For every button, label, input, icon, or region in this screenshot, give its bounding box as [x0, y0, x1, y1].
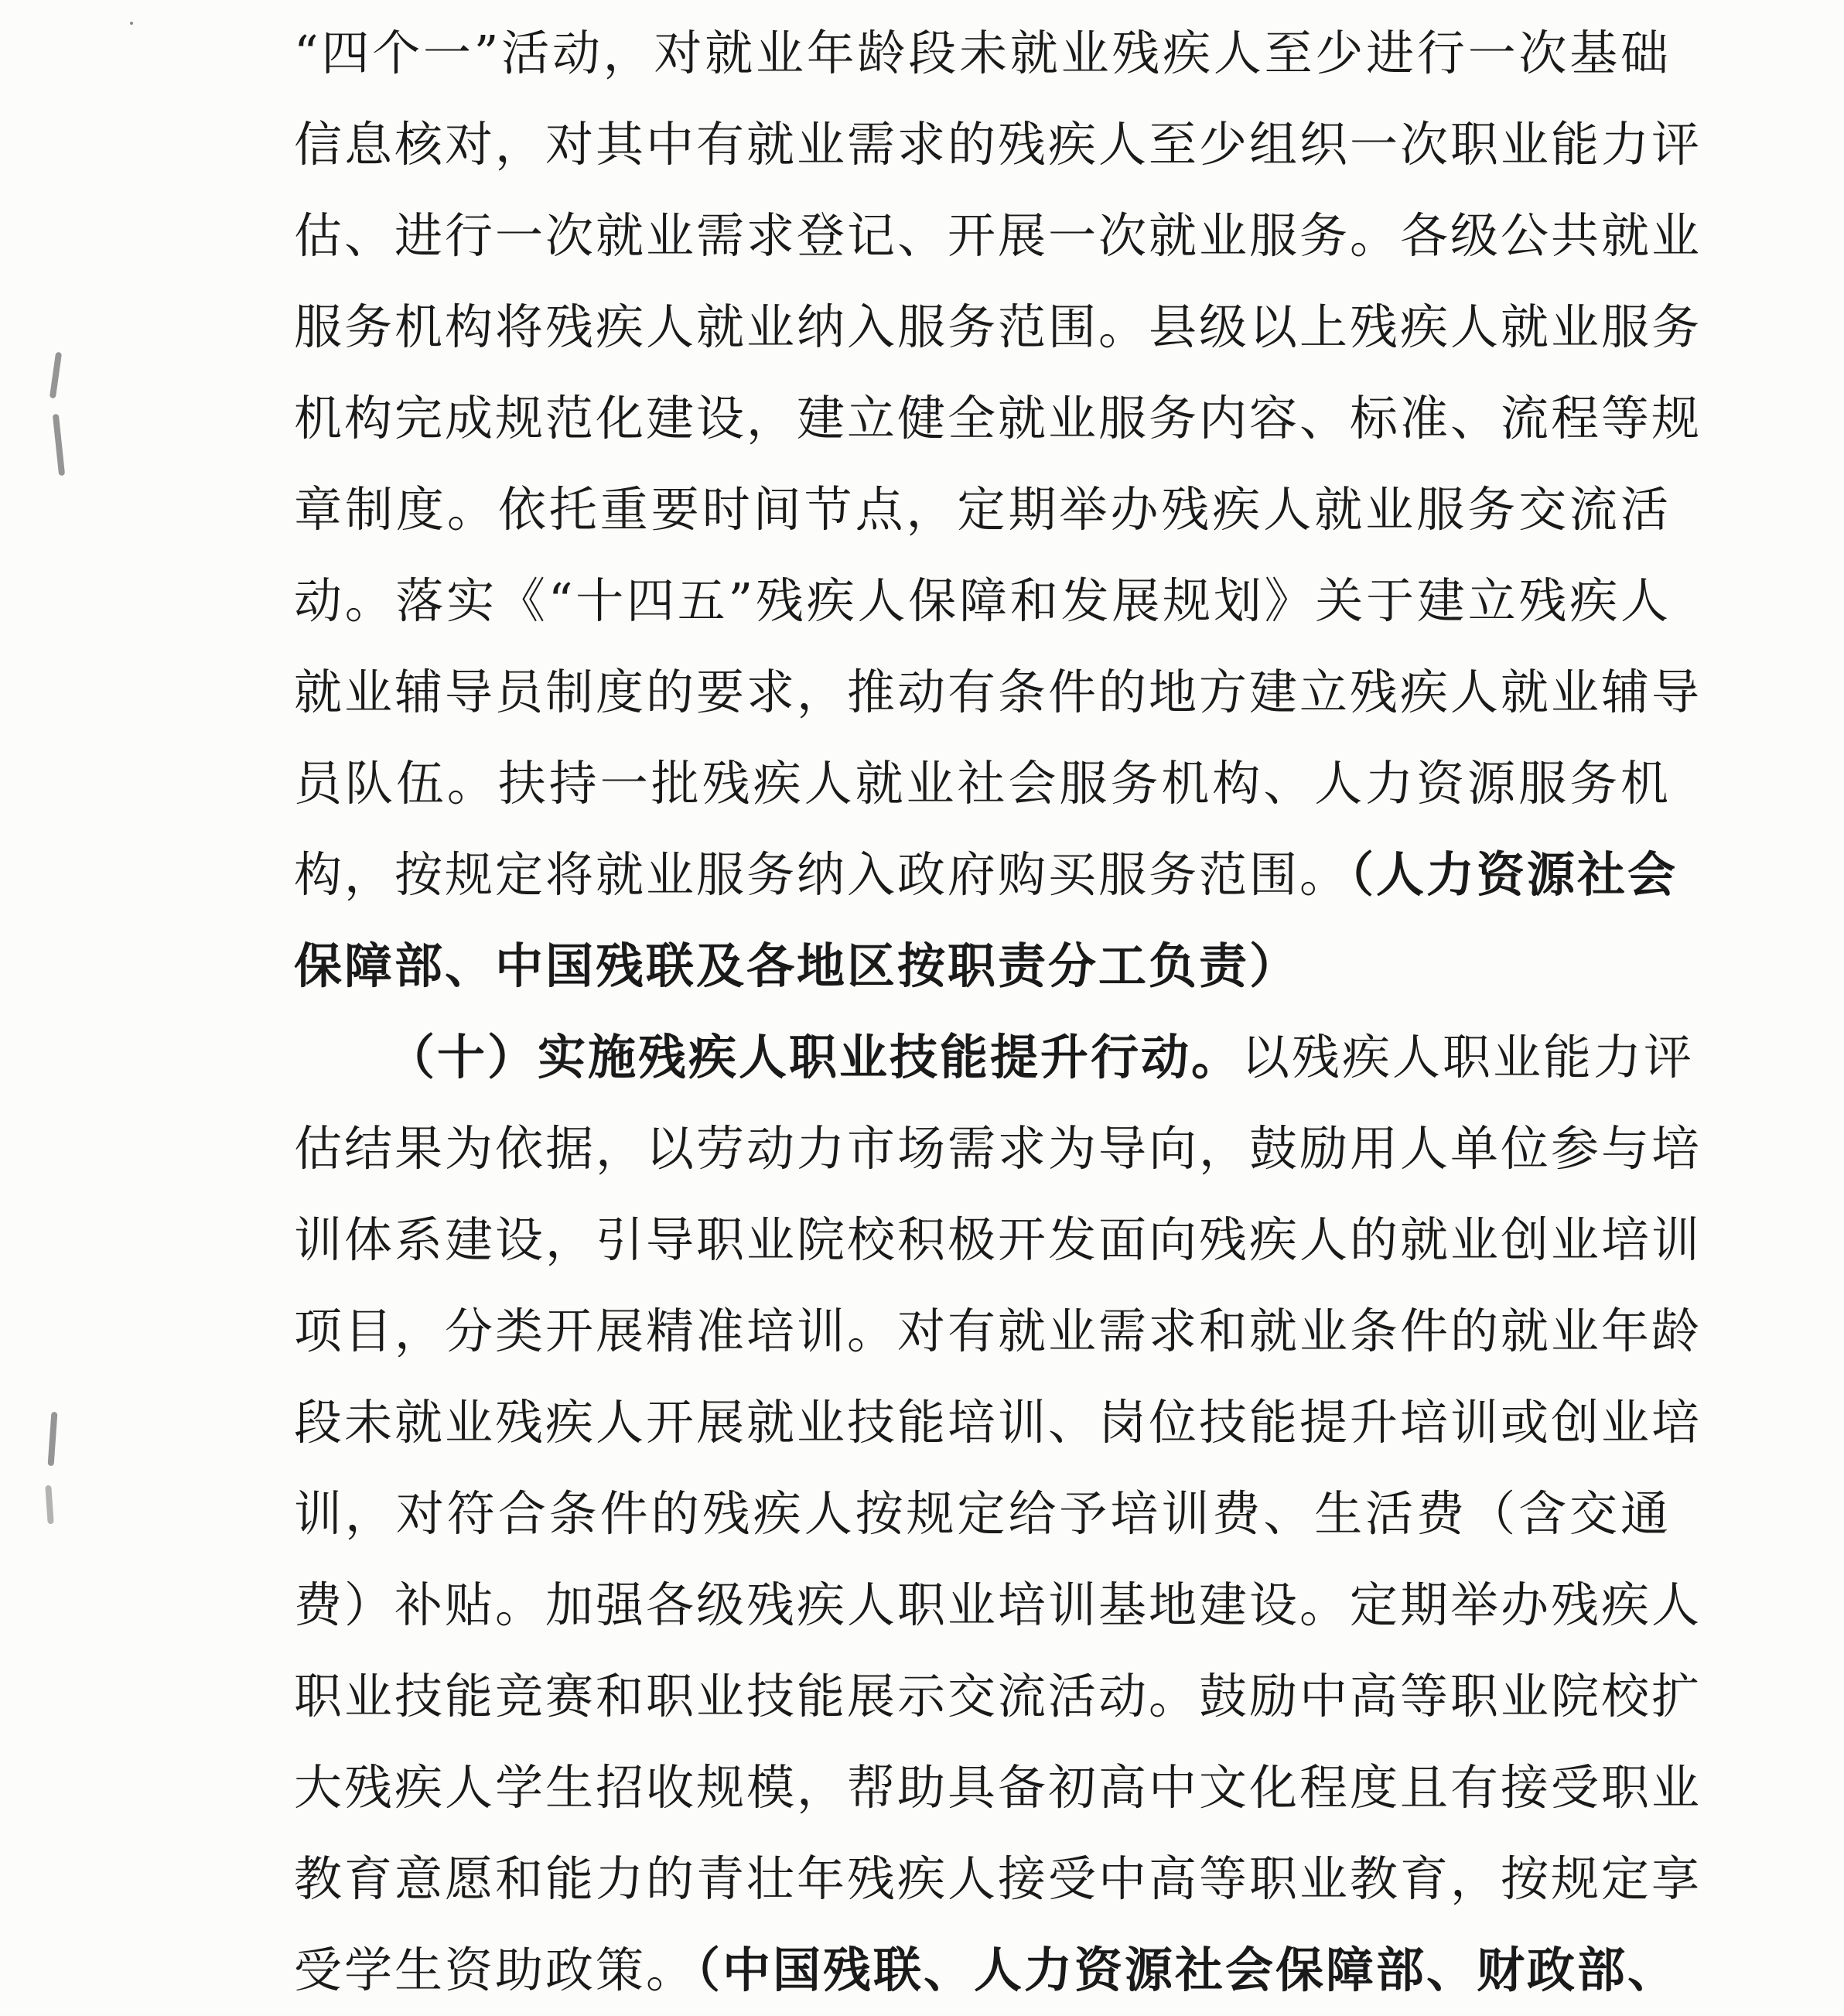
text-line — [294, 373, 1702, 464]
text-segment: “四个一”活动，对就业年龄段未就业残疾人至少进行一次基础 — [294, 25, 1671, 81]
text-line — [294, 1833, 1702, 1925]
binding-mark — [53, 414, 65, 476]
text-line — [294, 1560, 1702, 1651]
text-segment: 训体系建设，引导职业院校积极开发面向残疾人的就业创业培训 — [294, 1211, 1702, 1268]
text-line — [294, 738, 1671, 829]
text-segment: 机构完成规范化建设，建立健全就业服务内容、标准、流程等规 — [294, 390, 1702, 446]
text-segment: 受学生资助政策。 — [294, 1942, 697, 1998]
text-segment: 职业技能竞赛和职业技能展示交流活动。鼓励中高等职业院校扩 — [294, 1668, 1702, 1724]
text-line — [294, 464, 1671, 555]
bold-text-segment: 保障部、中国残联及各地区按职责分工负责） — [294, 938, 1300, 994]
text-line — [294, 1103, 1702, 1194]
text-line — [294, 921, 1671, 1012]
scan-speck — [130, 22, 133, 25]
text-line — [294, 829, 1678, 921]
bold-text-segment: （人力资源社会 — [1350, 846, 1678, 903]
binding-mark — [48, 1412, 58, 1466]
text-line — [294, 1012, 1695, 1103]
text-line — [294, 1651, 1702, 1742]
text-segment: 估结果为依据，以劳动力市场需求为导向，鼓励用人单位参与培 — [294, 1120, 1702, 1177]
text-line — [294, 99, 1702, 190]
text-line — [294, 1377, 1702, 1468]
text-segment: 信息核对，对其中有就业需求的残疾人至少组织一次职业能力评 — [294, 116, 1702, 173]
text-segment: 就业辅导员制度的要求，推动有条件的地方建立残疾人就业辅导 — [294, 664, 1702, 720]
text-segment: 服务机构将残疾人就业纳入服务范围。县级以上残疾人就业服务 — [294, 299, 1702, 355]
text-segment: 费）补贴。加强各级残疾人职业培训基地建设。定期举办残疾人 — [294, 1577, 1702, 1633]
text-segment: 估、进行一次就业需求登记、开展一次就业服务。各级公共就业 — [294, 207, 1702, 264]
text-line — [294, 555, 1671, 647]
text-line — [294, 1194, 1702, 1286]
text-segment: 以残疾人职业能力评 — [1241, 1029, 1695, 1085]
text-segment: 章制度。依托重要时间节点，定期举办残疾人就业服务交流活 — [294, 481, 1671, 538]
text-segment: 教育意愿和能力的青壮年残疾人接受中高等职业教育，按规定享 — [294, 1850, 1702, 1907]
text-segment: 大残疾人学生招收规模，帮助具备初高中文化程度且有接受职业 — [294, 1759, 1702, 1816]
bold-text-segment: （中国残联、人力资源社会保障部、财政部、 — [696, 1942, 1678, 1998]
text-line — [294, 190, 1702, 282]
text-segment: 段未就业残疾人开展就业技能培训、岗位技能提升培训或创业培 — [294, 1394, 1702, 1450]
text-segment: 动。落实《“十四五”残疾人保障和发展规划》关于建立残疾人 — [294, 572, 1671, 629]
text-segment: 项目，分类开展精准培训。对有就业需求和就业条件的就业年龄 — [294, 1303, 1702, 1359]
text-segment: 构，按规定将就业服务纳入政府购买服务范围。 — [294, 846, 1351, 903]
text-line — [294, 1286, 1702, 1377]
text-line — [294, 282, 1702, 373]
text-segment: 员队伍。扶持一批残疾人就业社会服务机构、人力资源服务机 — [294, 755, 1671, 812]
bold-text-segment: （十）实施残疾人职业技能提升行动。 — [387, 1029, 1242, 1085]
body-text — [294, 8, 1702, 2016]
text-line — [294, 647, 1702, 738]
text-segment: 训，对符合条件的残疾人按规定给予培训费、生活费（含交通 — [294, 1485, 1671, 1542]
binding-mark — [45, 1485, 53, 1524]
text-line — [294, 8, 1671, 99]
binding-mark — [50, 352, 62, 399]
text-line — [294, 1742, 1702, 1833]
text-line — [294, 1925, 1678, 2016]
text-line — [294, 1468, 1671, 1560]
